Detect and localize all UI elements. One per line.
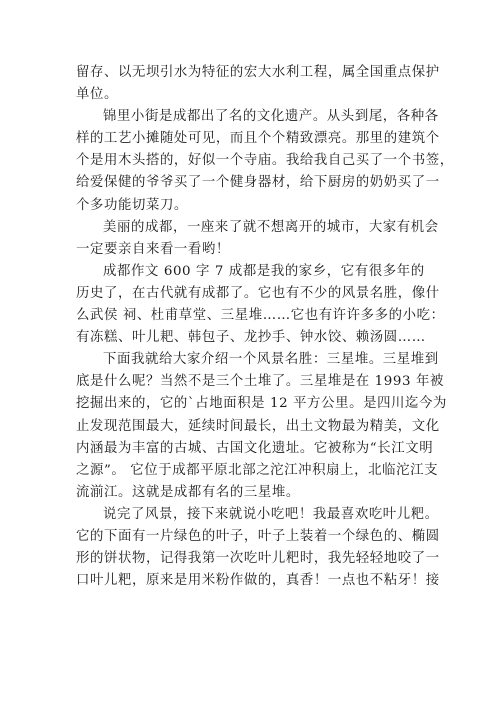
- text-line: 美丽的成都，一座来了就不想离开的城市，大家有机会: [103, 219, 439, 235]
- text-line: 挖掘出来的，它的ˋ占地面积是 12 平方公里。是四川迄今为: [76, 396, 448, 412]
- text-line: 留存、以无坝引水为特征的宏大水利工程，属全国重点保护: [76, 65, 440, 80]
- text-line: 样的工艺小摊随处可见，而且个个精致漂亮。那里的建筑个: [76, 131, 440, 147]
- text-line: 底是什么呢？当然不是三个土堆了。三星堆是在 1993 年被: [76, 374, 444, 390]
- text-line: 个是用木头搭的，好似一个寺庙。我给我自己买了一个书签，: [76, 153, 454, 169]
- text-line: 有冻糕、叶儿耙、韩包子、龙抄手、钟水饺、赖汤圆……: [76, 330, 426, 346]
- text-line: 个多功能切菜刀。: [76, 197, 188, 213]
- text-line: 它的下面有一片绿色的叶子，叶子上装着一个绿色的、椭圆: [76, 528, 440, 544]
- paragraph: [76, 62, 440, 106]
- text-line: 下面我就给大家介绍一个风景名胜：三星堆。三星堆到: [103, 352, 439, 368]
- text-line: 单位。: [76, 87, 118, 103]
- text-line: 口叶儿粑，原来是用米粉作做的，真香！一点也不粘牙！接: [76, 573, 440, 589]
- text-line: 流湔江。这就是成都有名的三星堆。: [76, 484, 300, 500]
- text-line: 止发现范围最大，延续时间最长，出土文物最为精美，文化: [76, 418, 440, 434]
- text-line: 锦里小街是成都出了名的文化遗产。从头到尾，各种各: [103, 109, 439, 125]
- text-line: 历史了，在古代就有成都了。它也有不少的风景名胜，像什: [76, 285, 440, 301]
- text-line: 么武侯 祠、杜甫草堂、三星堆……它也有许许多多的小吃：: [76, 308, 445, 324]
- paragraph: [76, 261, 445, 349]
- text-line: 成都作文 600 字 7 成都是我的家乡，它有很多年的: [103, 263, 425, 279]
- text-line: 说完了风景，接下来就说小吃吧！我最喜欢吃叶儿粑。: [103, 506, 439, 522]
- text-line: 一定要亲自来看一看哟！: [76, 241, 230, 257]
- text-line: 给爱保健的爷爷买了一个健身器材，给下厨房的奶奶买了一: [76, 175, 440, 191]
- paragraph: [76, 349, 448, 504]
- paragraph: [76, 106, 454, 216]
- text-line: 之源”。 它位于成都平原北部之沱江冲积扇上，北临沱江支: [76, 462, 439, 478]
- paragraph: [76, 504, 440, 592]
- document-body: [76, 62, 454, 592]
- paragraph: [76, 217, 439, 261]
- text-line: 内涵最为丰富的古城、古国文化遗址。它被称为“长江文明: [76, 440, 434, 456]
- text-line: 形的饼状物，记得我第一次吃叶儿粑时，我先轻轻地咬了一: [76, 551, 440, 567]
